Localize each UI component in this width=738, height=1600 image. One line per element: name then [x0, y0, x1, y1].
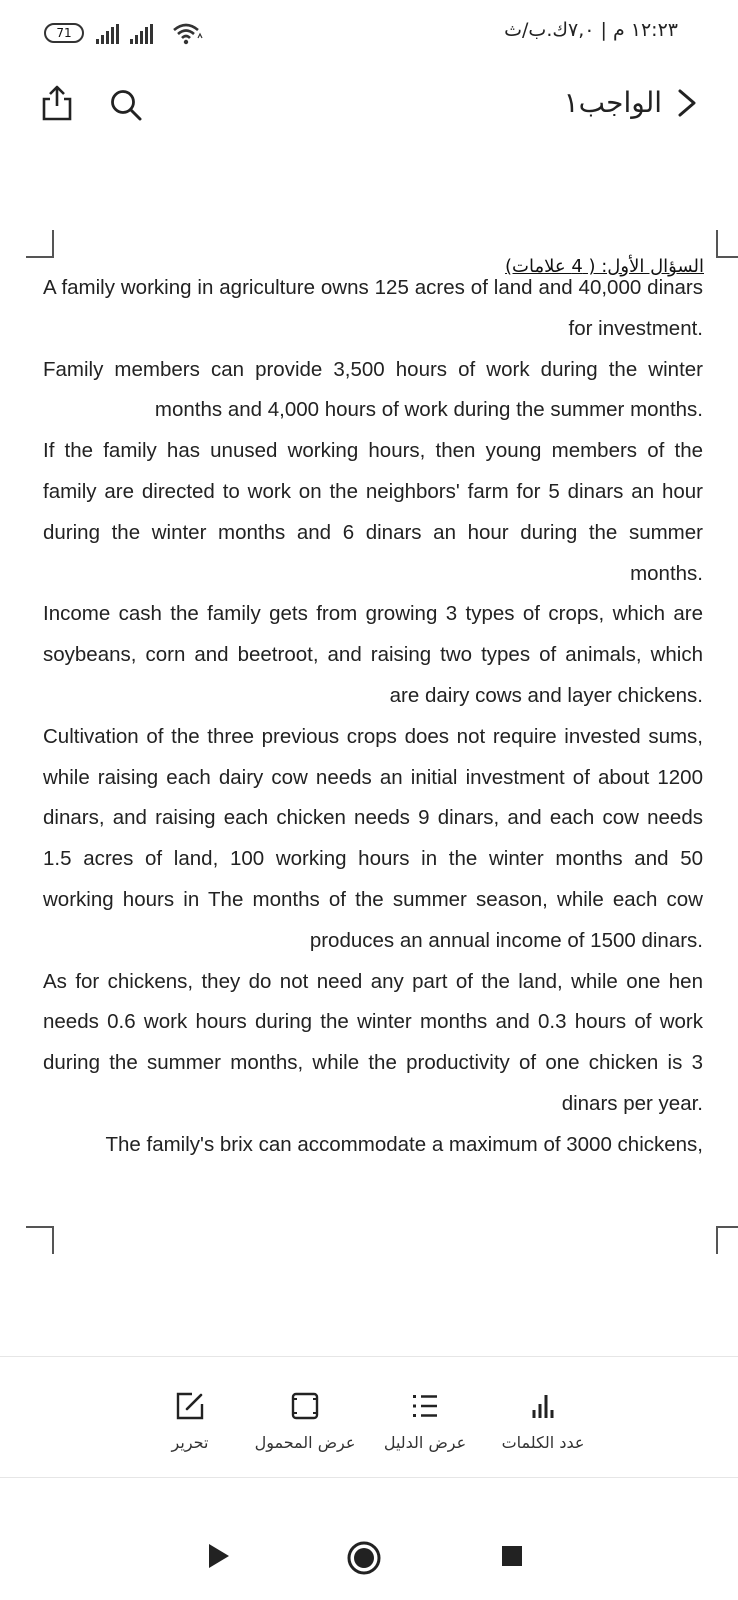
mobile-view-label: عرض المحمول	[254, 1433, 356, 1452]
document-title: الواجب١	[563, 86, 662, 119]
nav-back-icon[interactable]	[206, 1542, 232, 1570]
paragraph: A family working in agriculture owns 125 acres of land and 40,000 dinars for investment.	[43, 276, 703, 340]
bottom-toolbar	[0, 1356, 738, 1478]
mobile-view-button[interactable]	[250, 1357, 360, 1477]
bar-chart-icon	[528, 1391, 558, 1421]
battery-level: 71	[56, 26, 72, 40]
status-time: ١٢:٢٣ م | ٧,٠ك.ب/ث	[504, 19, 678, 41]
outline-view-label: عرض الدليل	[383, 1433, 467, 1452]
mobile-view-icon	[290, 1391, 320, 1421]
paragraph: Family members can provide 3,500 hours of work during the winter months and 4,000 hours of work during the summer months.	[43, 357, 703, 422]
page-corner-marker	[716, 230, 738, 258]
edit-button[interactable]	[150, 1357, 230, 1477]
word-count-button[interactable]	[488, 1357, 598, 1477]
outline-list-icon	[410, 1391, 440, 1421]
document-body[interactable]	[43, 268, 703, 1166]
page-corner-marker	[26, 230, 54, 258]
paragraph: If the family has unused working hours, then young members of the family are directed to work on the neighbors' farm for 5 dinars an hour during the winter months and 6 dinars an hour during the summer months.	[43, 439, 703, 585]
paragraph: As for chickens, they do not need any part of the land, while one hen needs 0.6 work hours during the winter months and 0.3 hours of work during the summer months, while the productivity of one chicken is 3 dinars per year.	[43, 969, 703, 1115]
wifi-icon	[172, 22, 204, 46]
share-icon[interactable]	[40, 84, 74, 122]
signal-strength-icon-2	[130, 22, 153, 44]
nav-home-icon[interactable]	[346, 1540, 382, 1576]
system-navigation-bar	[0, 1520, 738, 1600]
paragraph: Cultivation of the three previous crops does not require invested sums, while raising each dairy cow needs an initial investment of about 1200 dinars, and raising each chicken needs 9 dinars, and each cow needs 1.5 acres of land, 100 working hours in the winter months and 50 working hours in The months of the summer season, while each cow produces an annual income of 1500 dinars.	[43, 724, 703, 952]
nav-recent-apps-icon[interactable]	[500, 1544, 524, 1568]
page-corner-marker	[716, 1226, 738, 1254]
search-icon[interactable]	[109, 88, 143, 122]
edit-icon	[175, 1391, 205, 1421]
status-bar	[0, 0, 738, 64]
question-heading: السؤال الأول: ( 4 علامات)	[505, 256, 704, 277]
battery-indicator	[44, 23, 84, 43]
back-arrow-icon[interactable]	[674, 88, 700, 118]
word-count-label: عدد الكلمات	[501, 1433, 585, 1452]
paragraph: The family's brix can accommodate a maximum of 3000 chickens,	[105, 1132, 703, 1156]
signal-strength-icon	[96, 22, 119, 44]
page-corner-marker	[26, 1226, 54, 1254]
app-header	[0, 70, 738, 150]
outline-view-button[interactable]	[370, 1357, 480, 1477]
paragraph: Income cash the family gets from growing 3 types of crops, which are soybeans, corn and beetroot, and raising two types of animals, which are dairy cows and layer chickens.	[43, 602, 703, 707]
edit-label: تحرير	[171, 1433, 209, 1452]
